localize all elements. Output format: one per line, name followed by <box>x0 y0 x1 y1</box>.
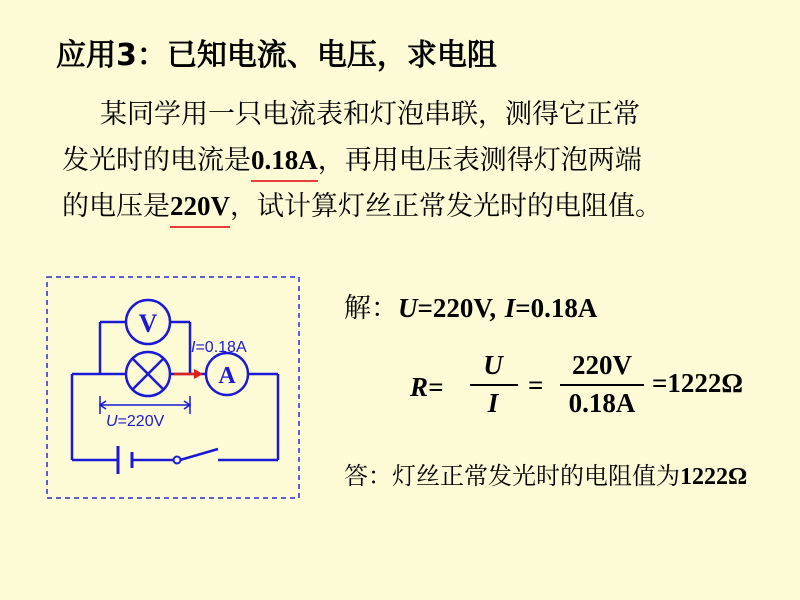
equals-sign: = <box>528 370 544 400</box>
page-title: 应用3：已知电流、电压，求电阻 <box>56 38 497 73</box>
frac1-bar <box>470 384 518 386</box>
current-label-val: =0.18A <box>195 339 247 356</box>
frac1-denominator: I <box>487 388 499 418</box>
u-var: U <box>398 293 418 323</box>
current-arrow-icon <box>174 369 203 379</box>
result-value: =1222Ω <box>652 368 744 398</box>
solution-prefix: 解： <box>344 293 398 324</box>
i-value: =0.18A <box>515 293 598 323</box>
answer-value: 1222Ω <box>680 464 748 490</box>
circuit-wires <box>72 322 278 460</box>
problem-text: 的电压是 <box>62 191 170 222</box>
switch-contact-icon <box>174 457 181 464</box>
voltage-label-var: U <box>106 413 118 430</box>
voltage-span-marker <box>100 396 190 414</box>
current-label <box>191 339 247 356</box>
problem-text: 某同学用一只电流表和灯泡串联，测得它正常 <box>100 99 640 130</box>
voltmeter-label: V <box>138 309 158 338</box>
frac1-numerator: U <box>483 350 503 380</box>
battery-icon <box>118 446 132 474</box>
i-var: I <box>504 293 516 323</box>
voltage-label-val: =220V <box>117 413 165 430</box>
solution-given <box>344 286 597 325</box>
current-label-var: I <box>191 339 196 356</box>
problem-text: 发光时的电流是 <box>62 145 251 176</box>
frac2-numerator: 220V <box>572 350 632 380</box>
r-lhs: R= <box>410 372 444 402</box>
u-value: =220V, <box>417 293 497 323</box>
problem-text: ，再用电压表测得灯泡两端 <box>317 145 642 176</box>
voltage-value-highlight: 220V <box>170 191 230 221</box>
answer-text: 答：灯丝正常发光时的电阻值为 <box>344 462 680 490</box>
current-value-highlight: 0.18A <box>251 145 318 175</box>
frac2-bar <box>560 384 644 386</box>
ammeter-label: A <box>218 363 236 389</box>
frac2-denominator: 0.18A <box>568 388 636 418</box>
voltage-label <box>106 413 165 430</box>
circuit-frame <box>47 277 299 498</box>
answer-line <box>344 456 747 491</box>
problem-text: ，试计算灯丝正常发光时的电阻值。 <box>230 191 662 222</box>
